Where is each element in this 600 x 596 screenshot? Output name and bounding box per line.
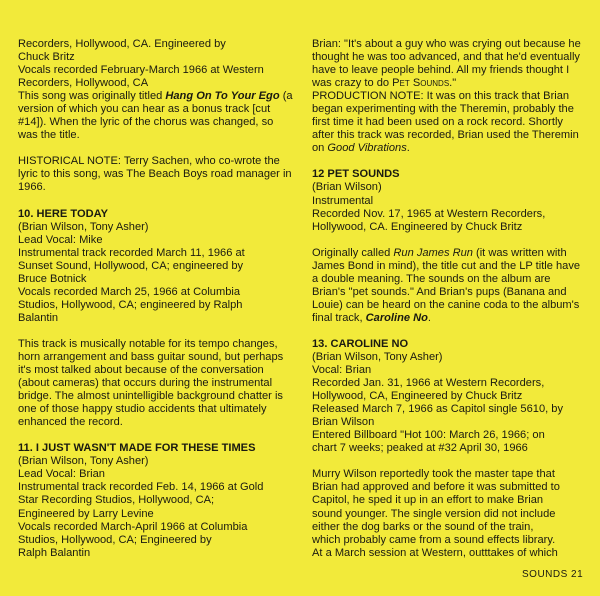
credit-line: Balantin [18,311,59,324]
left-column [18,38,293,560]
credit-line: Lead Vocal: Mike [18,233,103,246]
credit-line: Hollywood, CA, Engineered by Chuck Britz [312,390,523,403]
production-note: PRODUCTION NOTE: It was on this track that Brian began experimenting with the Theremin, probably the first time it had been used on a rock record. Shortly after this track was recorded, Brian used the Theremin on Good Vibrations. [312,90,579,155]
song-title: Caroline No [365,311,428,324]
brian-quote: Brian: "It's about a guy who was crying out because he thought he was too advanced, and that he'd eventually have to leave people behind. All my friends thought I was crazy to do Pet Sounds." [312,38,581,90]
intro-line: Vocals recorded February-March 1966 at Western [18,64,264,77]
track-12-note: Originally called Run James Run (it was written with James Bond in mind), the title cut and the LP title have a double meaning. The sounds on the album are Brian's "pet sounds." And Brian's pups (Banana and Louie) can be heard on the canine coda to the album's final track, Caroline No. [312,246,581,324]
historical-note: HISTORICAL NOTE: Terry Sachen, who co-wrote the lyric to this song, was The Beach Boys road manager in 1966. [18,155,292,194]
credit-line: Ralph Balantin [18,546,91,559]
credit-line: Recorded Nov. 17, 1965 at Western Recorders, [312,207,546,220]
credit-line: Bruce Botnick [18,272,87,285]
credit-line: (Brian Wilson, Tony Asher) [312,350,443,363]
song-title: Good Vibrations [327,142,407,155]
credit-line: Brian Wilson [312,416,375,429]
track-13-note-line: Murry Wilson reportedly took the master tape that [312,468,555,481]
credit-line: chart 7 weeks; peaked at #32 April 30, 1966 [312,442,528,455]
credit-line: Instrumental track recorded March 11, 1966 at [18,246,245,259]
track-13-note-line: either the dog barks or the sound of the train, [312,520,534,533]
track-10-heading: 10. HERE TODAY [18,207,109,220]
track-11-heading: 11. I JUST WASN'T MADE FOR THESE TIMES [18,442,256,455]
intro-line: Recorders, Hollywood, CA. Engineered by [18,38,226,50]
credit-line: Vocals recorded March-April 1966 at Columbia [18,520,248,533]
track-13-note-line: At a March session at Western, outttakes of which [312,546,558,559]
right-column [312,38,587,560]
credit-line: Engineered by Larry Levine [18,507,154,520]
credit-line: Lead Vocal: Brian [18,468,105,481]
credit-line: Released March 7, 1966 as Capitol single 5610, by [312,403,563,416]
credit-line: Recorded Jan. 31, 1966 at Western Recorders, [312,377,545,390]
original-title-paragraph: This song was originally titled Hang On To Your Ego (a version of which you can hear as a bonus track [cut #14]). When the lyric of the chorus was changed, so was the title. [18,90,293,142]
credit-line: Instrumental [312,194,374,207]
page-folio: SOUNDS 21 [522,569,584,580]
track-13-note-line: sound younger. The single version did not include [312,507,556,520]
song-title: Hang On To Your Ego [165,90,280,103]
album-title: Pet Sounds [392,77,450,90]
track-13-note-line: Capitol, he sped it up in an effort to make Brian [312,494,544,507]
track-12-heading: 12 PET SOUNDS [312,168,400,181]
credit-line: Vocals recorded March 25, 1966 at Columbia [18,285,240,298]
song-title: Run James Run [393,246,473,259]
credit-line: (Brian Wilson, Tony Asher) [18,455,149,468]
intro-line: Recorders, Hollywood, CA [18,77,149,90]
track-13-note-line: Brian had approved and before it was submitted to [312,481,560,494]
track-10-note: This track is musically notable for its tempo changes, horn arrangement and bass guitar sound, but perhaps it's most talked about because of the conversation (about cameras) that occurs during the instrumental bridge. The almost unintelligible background chatter is one of those happy studio accidents that ultimately enhanced the record. [18,337,284,429]
credit-line: Star Recording Studios, Hollywood, CA; [18,494,215,507]
track-13-note-line: which probably came from a sound effects library. [312,533,556,546]
track-13-heading: 13. CAROLINE NO [312,337,409,350]
credit-line: (Brian Wilson) [312,181,382,194]
credit-line: Vocal: Brian [312,364,372,377]
credit-line: Instrumental track recorded Feb. 14, 1966 at Gold [18,481,264,494]
credit-line: Studios, Hollywood, CA; engineered by Ralph [18,298,243,311]
credit-line: (Brian Wilson, Tony Asher) [18,220,149,233]
credit-line: Hollywood, CA. Engineered by Chuck Britz [312,220,523,233]
credit-line: Studios, Hollywood, CA; Engineered by [18,533,212,546]
intro-line: Chuck Britz [18,51,75,64]
credit-line: Entered Billboard "Hot 100: March 26, 1966; on [312,429,545,442]
credit-line: Sunset Sound, Hollywood, CA; engineered by [18,259,244,272]
